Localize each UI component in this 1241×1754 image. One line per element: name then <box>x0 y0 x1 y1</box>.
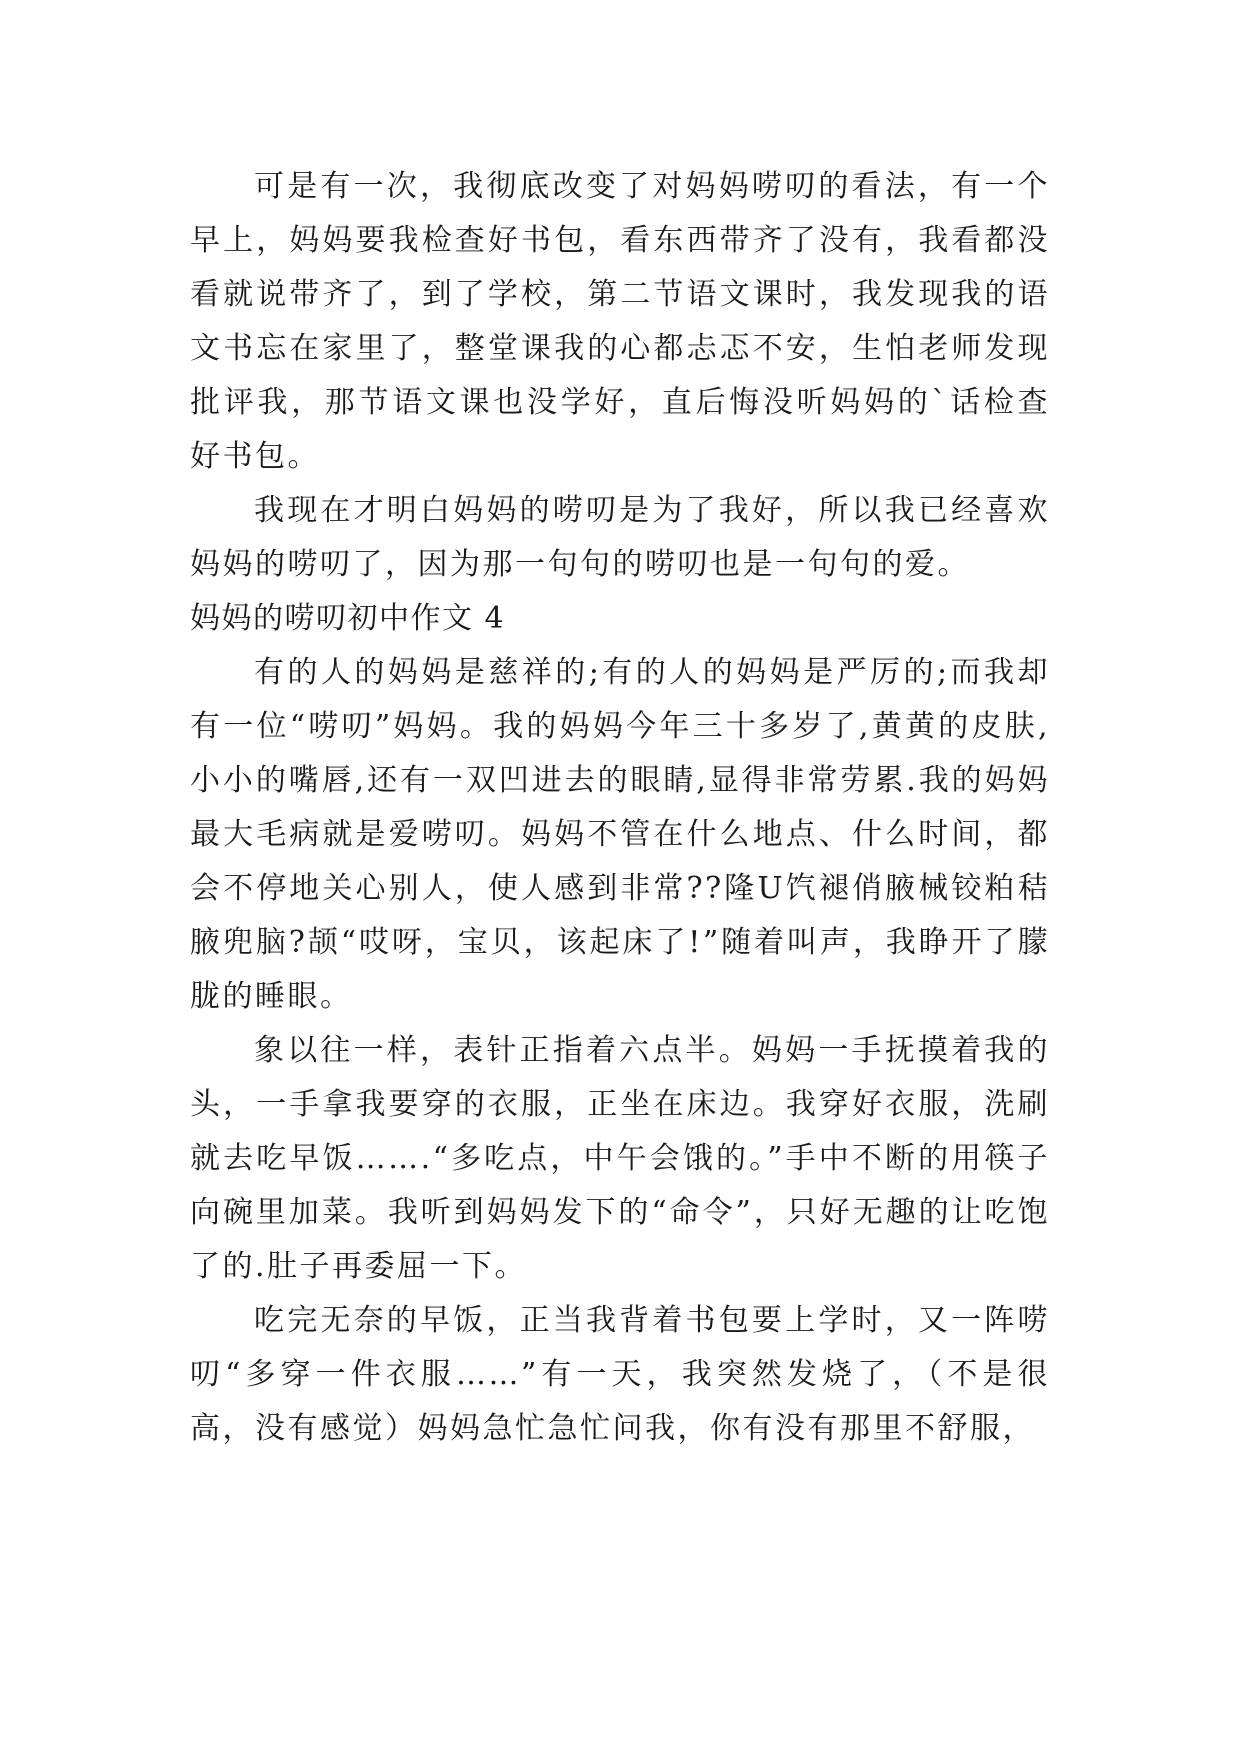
paragraph-textbook-forgotten: 可是有一次，我彻底改变了对妈妈唠叨的看法，有一个早上，妈妈要我检查好书包，看东西带齐了没有，我看都没看就说带齐了，到了学校，第二节语文课时，我发现我的语文书忘在家里了，整堂课我的心都忐忑不安，生怕老师发现批评我，那节语文课也没学好，直后悔没听妈妈的`话检查好书包。 <box>190 169 1050 474</box>
paragraph-understanding: 我现在才明白妈妈的唠叨是为了我好，所以我已经喜欢妈妈的唠叨了，因为那一句句的唠叨也是一句句的爱。 <box>190 493 1050 582</box>
paragraph-fever: 吃完无奈的早饭，正当我背着书包要上学时，又一阵唠叨“多穿一件衣服……”有一天，我突然发烧了，（不是很高，没有感觉）妈妈急忙急忙问我，你有没有那里不舒服， <box>190 1303 1050 1446</box>
essay-heading: 妈妈的唠叨初中作文 4 <box>190 601 506 636</box>
document-body <box>190 160 1050 1456</box>
paragraph-nagging-mother: 有的人的妈妈是慈祥的;有的人的妈妈是严厉的;而我却有一位“唠叨”妈妈。我的妈妈今年三十多岁了,黄黄的皮肤,小小的嘴唇,还有一双凹进去的眼睛,显得非常劳累.我的妈妈最大毛病就是爱唠叨。妈妈不管在什么地点、什么时间，都会不停地关心别人，使人感到非常??隆U饩褪俏腋械铰粕秸腋兜脑?颉“哎呀，宝贝，该起床了!”随着叫声，我睁开了朦胧的睡眼。 <box>190 655 1050 1014</box>
paragraph-morning-routine: 象以往一样，表针正指着六点半。妈妈一手抚摸着我的头，一手拿我要穿的衣服，正坐在床边。我穿好衣服，洗刷就去吃早饭…….“多吃点，中午会饿的。”手中不断的用筷子向碗里加菜。我听到妈妈发下的“命令”，只好无趣的让吃饱了的.肚子再委屈一下。 <box>190 1033 1050 1284</box>
